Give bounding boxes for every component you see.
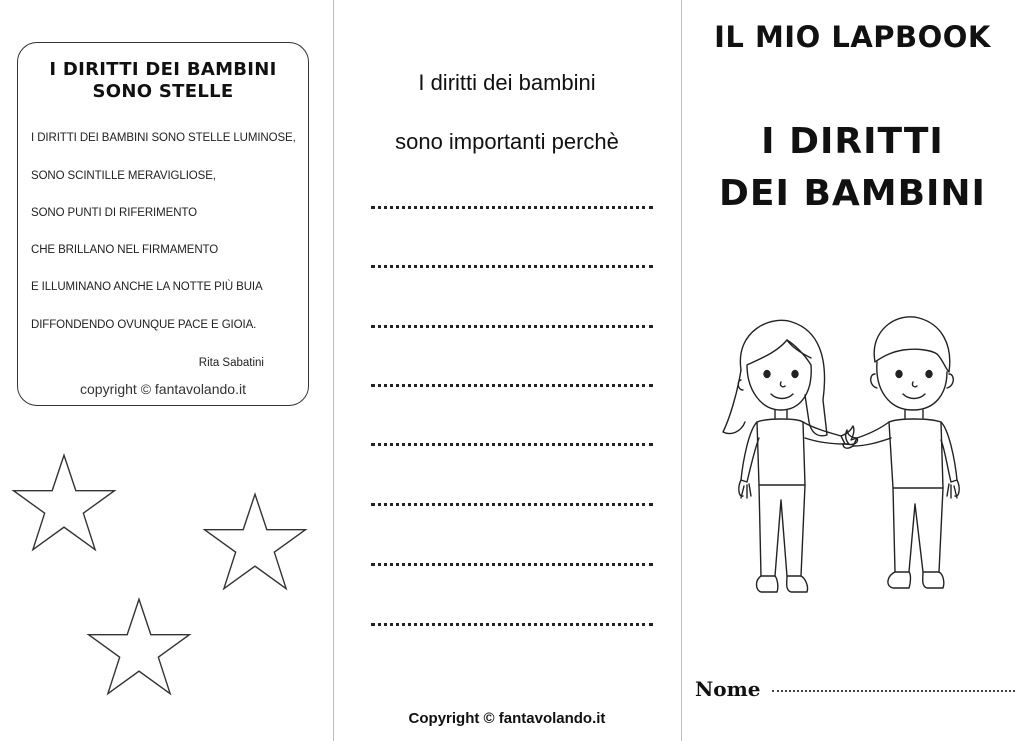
poem-title xyxy=(18,59,308,103)
writing-line[interactable] xyxy=(371,265,653,268)
star-outline-icon xyxy=(85,596,193,698)
children-holding-hands-illustration xyxy=(717,310,977,600)
poem-line: CHE BRILLANO NEL FIRMAMENTO xyxy=(31,244,219,256)
writing-line[interactable] xyxy=(371,325,653,328)
poem-title-line1: I DIRITTI DEI BAMBINI xyxy=(49,59,277,80)
writing-line[interactable] xyxy=(371,503,653,506)
star-outline-icon xyxy=(201,491,309,593)
left-panel xyxy=(0,0,333,741)
poem-line: E ILLUMINANO ANCHE LA NOTTE PIÙ BUIA xyxy=(31,281,263,293)
name-input-line[interactable] xyxy=(772,690,1015,692)
poem-copyright: copyright © fantavolando.it xyxy=(80,381,246,397)
poem-author: Rita Sabatini xyxy=(198,357,264,369)
writing-line[interactable] xyxy=(371,384,653,387)
star-outline-icon xyxy=(10,452,118,554)
middle-copyright: Copyright © fantavolando.it xyxy=(408,710,606,727)
poem-line: SONO PUNTI DI RIFERIMENTO xyxy=(31,207,197,219)
right-panel xyxy=(681,0,1024,741)
writing-line[interactable] xyxy=(371,623,653,626)
writing-line[interactable] xyxy=(371,443,653,446)
poem-title-line2: SONO STELLE xyxy=(92,81,234,102)
prompt-line1: I diritti dei bambini xyxy=(418,70,596,95)
writing-line[interactable] xyxy=(371,563,653,566)
lapbook-title: IL MIO LAPBOOK xyxy=(714,20,991,54)
main-title-line2: DEI BAMBINI xyxy=(719,173,986,214)
poem-line: DIFFONDENDO OVUNQUE PACE E GIOIA. xyxy=(31,319,257,331)
poem-line: SONO SCINTILLE MERAVIGLIOSE, xyxy=(31,170,216,182)
poem-line: I DIRITTI DEI BAMBINI SONO STELLE LUMINOSE, xyxy=(31,132,296,144)
poem-card xyxy=(17,42,309,406)
writing-line[interactable] xyxy=(371,206,653,209)
main-title-line1: I DIRITTI xyxy=(761,121,944,162)
middle-panel xyxy=(333,0,681,741)
name-label: Nome xyxy=(695,677,761,701)
main-title xyxy=(681,116,1024,220)
prompt-line2: sono importanti perchè xyxy=(395,129,619,154)
